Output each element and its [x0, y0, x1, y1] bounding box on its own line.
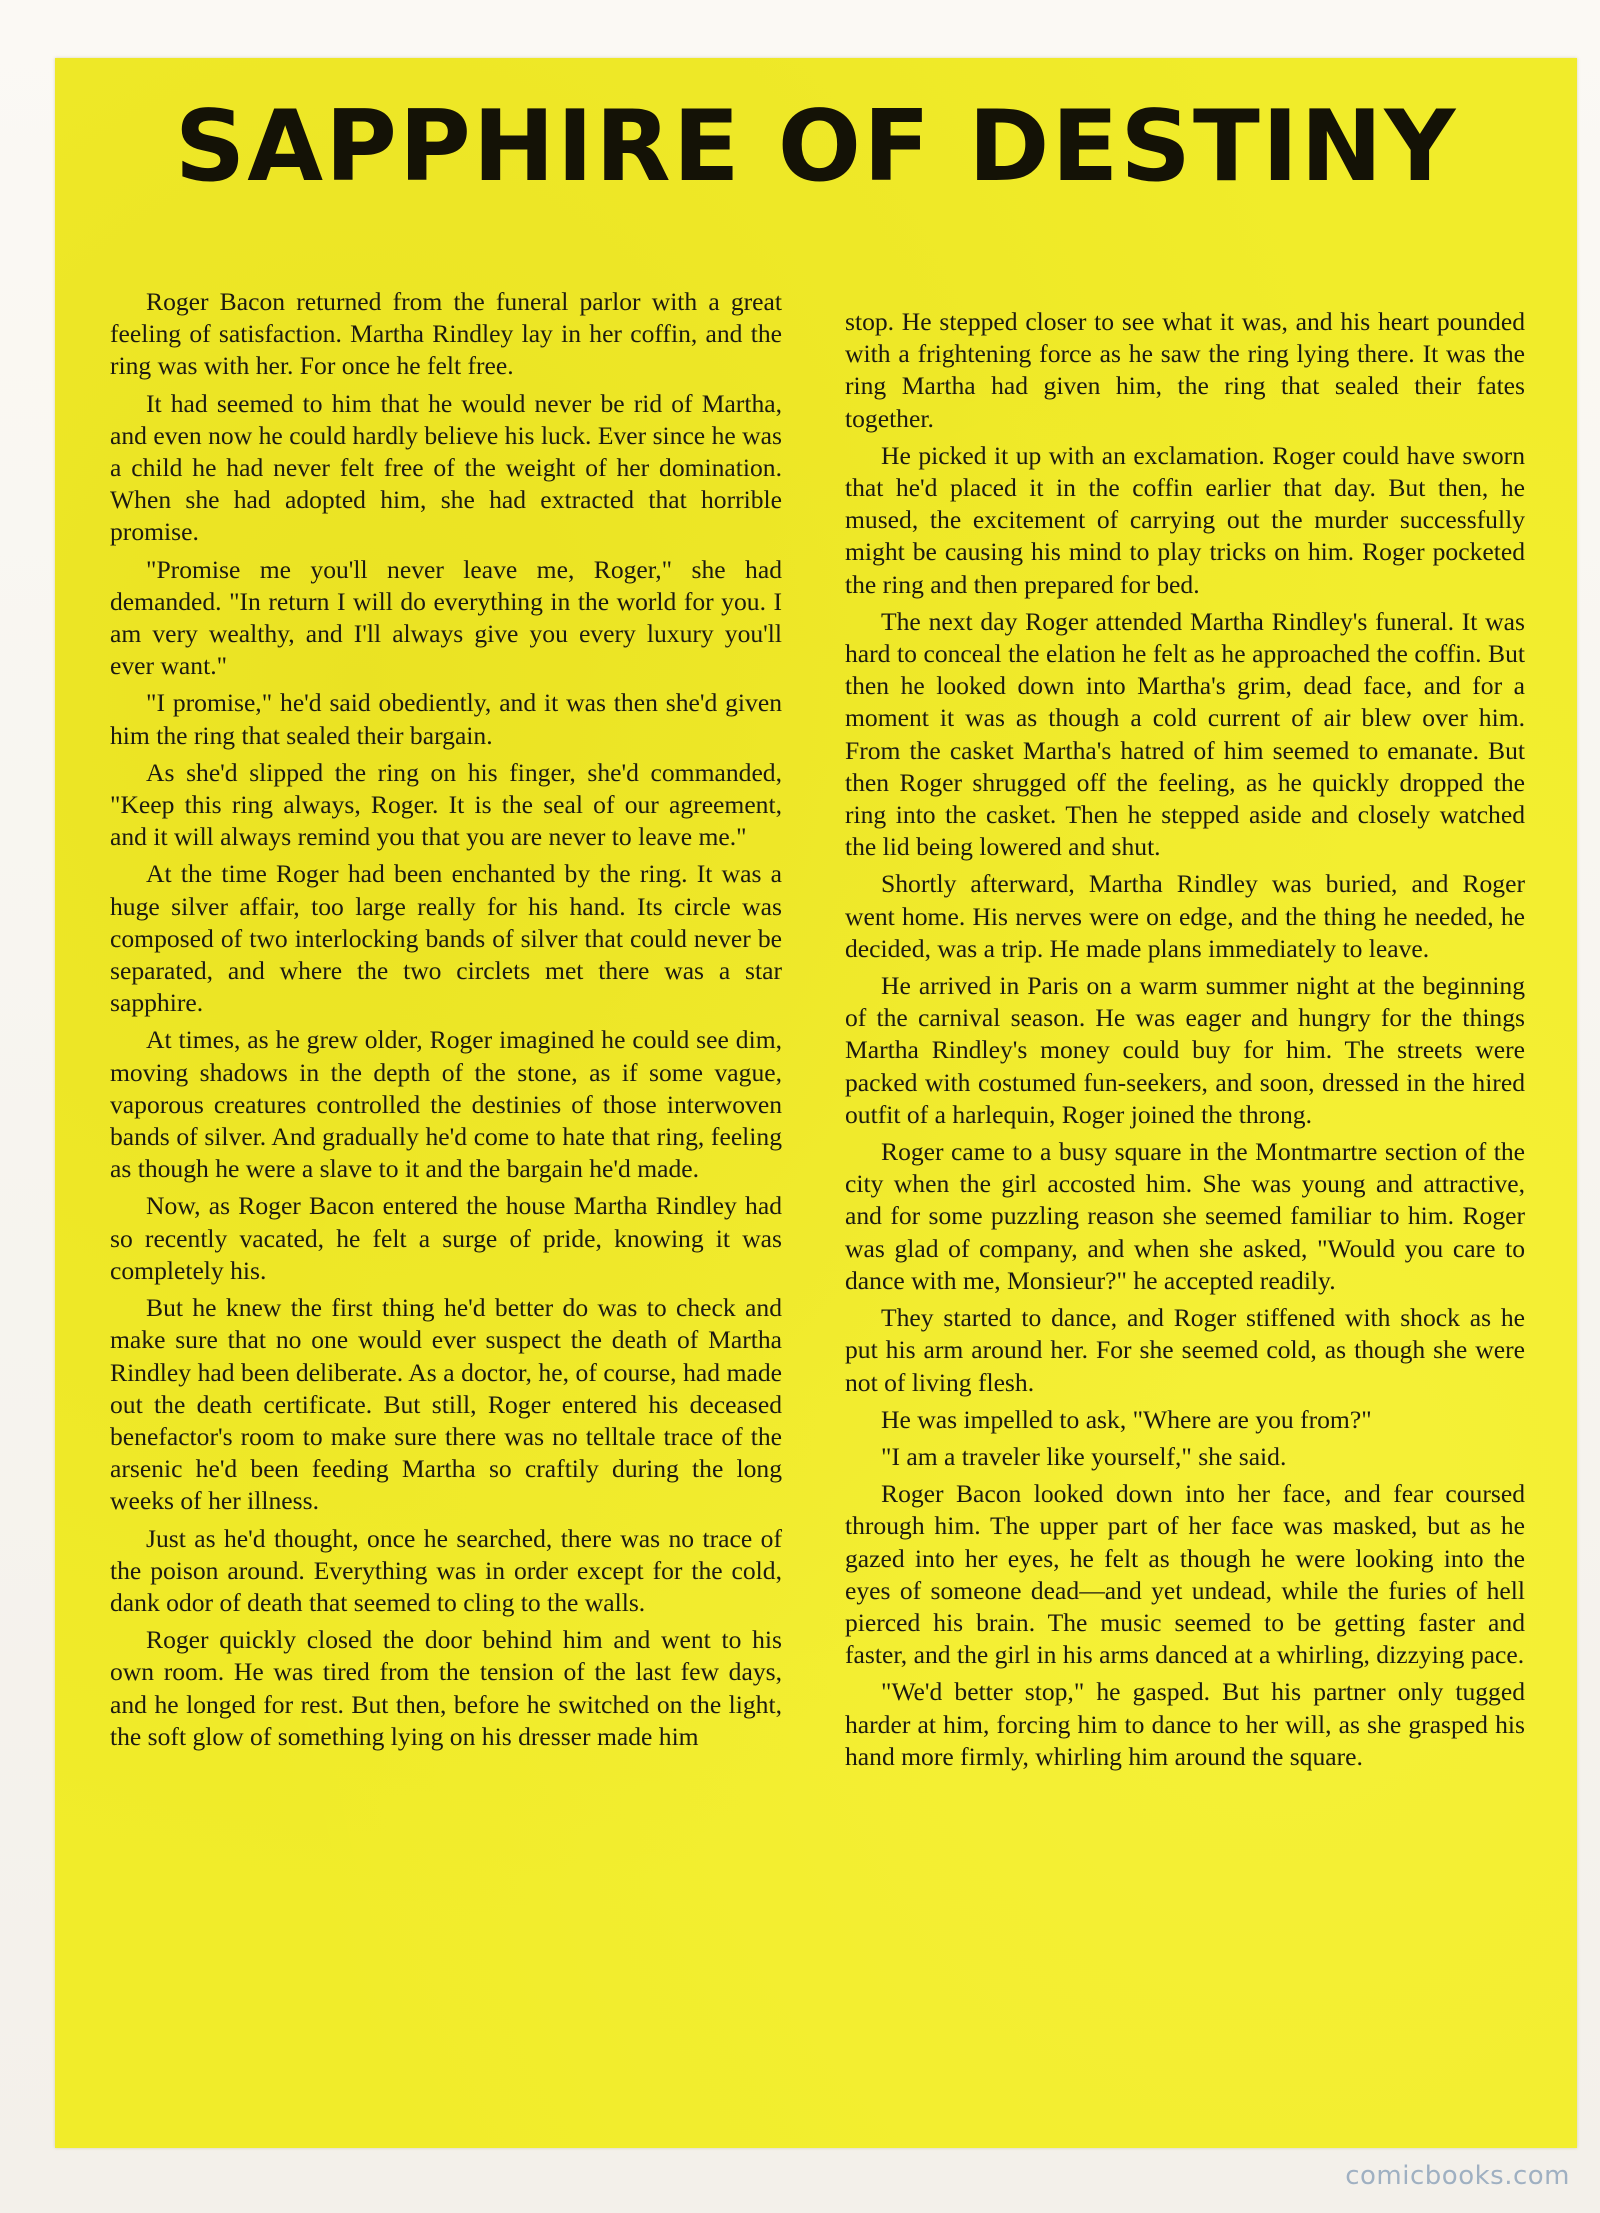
paragraph: "Promise me you'll never leave me, Roger," she had demanded. "In return I will do everything in the world for you. I am very wealthy, and I'll always give you every luxury you'll ever want.": [110, 554, 782, 681]
paragraph: Shortly afterward, Martha Rindley was buried, and Roger went home. His nerves were on edge, and the thing he needed, he decided, was a trip. He made plans immediately to leave.: [845, 869, 1525, 963]
paragraph: He was impelled to ask, "Where are you from?": [881, 1404, 1372, 1434]
paragraph: Just as he'd thought, once he searched, there was no trace of the poison around. Everything was in order except for the cold, dank odor of death that seemed to cling to the walls.: [110, 1523, 782, 1617]
paragraph: He picked it up with an exclamation. Roger could have sworn that he'd placed it in the coffin earlier that day. But then, he mused, the excitement of carrying out the murder successfully might be causing his mind to play tricks on him. Roger pocketed the ring and then prepared for bed.: [845, 440, 1525, 599]
paragraph: But he knew the first thing he'd better do was to check and make sure that no one would ever suspect the death of Martha Rindley had been deliberate. As a doctor, he, of course, had made out the death certificate. But still, Roger entered his deceased benefactor's room to make sure there was no telltale trace of the arsenic he'd been feeding Martha so craftily during the long weeks of her illness.: [110, 1293, 782, 1516]
paragraph: "We'd better stop," he gasped. But his partner only tugged harder at him, forcing him to dance to her will, as she grasped his hand more firmly, whirling him around the square.: [845, 1677, 1525, 1771]
paragraph: At times, as he grew older, Roger imagined he could see dim, moving shadows in the depth of the stone, as if some vague, vaporous creatures controlled the destinies of those interwoven bands of silver. And gradually he'd come to hate that ring, feeling as though he were a slave to it and the bargain he'd made.: [110, 1025, 782, 1184]
paragraph: Now, as Roger Bacon entered the house Martha Rindley had so recently vacated, he felt a surge of pride, knowing it was completely his.: [110, 1191, 782, 1285]
paragraph: "I promise," he'd said obediently, and it was then she'd given him the ring that sealed their bargain.: [110, 688, 782, 750]
paragraph: At the time Roger had been enchanted by the ring. It was a huge silver affair, too large really for his hand. Its circle was composed of two interlocking bands of silver that could never be separated, and where the two circlets met there was a star sapphire.: [110, 859, 782, 1018]
paragraph: It had seemed to him that he would never be rid of Martha, and even now he could hardly believe his luck. Ever since he was a child he had never felt free of the weight of her domination. When she had adopted him, she had extracted that horrible promise.: [110, 388, 782, 547]
paragraph: Roger came to a busy square in the Montmartre section of the city when the girl accosted him. She was young and attractive, and for some puzzling reason she seemed familiar to him. Roger was glad of company, and when she asked, "Would you care to dance with me, Monsieur?" he accepted readily.: [845, 1137, 1525, 1295]
paragraph: They started to dance, and Roger stiffened with shock as he put his arm around her. For she seemed cold, as though she were not of living flesh.: [845, 1303, 1525, 1397]
right-text-column: [845, 306, 1525, 1778]
paragraph: He arrived in Paris on a warm summer night at the beginning of the carnival season. He was eager and hungry for the things Martha Rindley's money could buy for him. The streets were packed with costumed fun-seekers, and soon, dressed in the hired outfit of a harlequin, Roger joined the throng.: [845, 971, 1525, 1129]
story-panel: [55, 58, 1577, 2148]
site-watermark: comicbooks.com: [1345, 2161, 1570, 2191]
paragraph: As she'd slipped the ring on his finger, she'd commanded, "Keep this ring always, Roger. It is the seal of our agreement, and it will always remind you that you are never to leave me.": [110, 757, 782, 852]
paragraph: "I am a traveler like yourself," she said.: [881, 1441, 1287, 1471]
paragraph: Roger quickly closed the door behind him and went to his own room. He was tired from the tension of the last few days, and he longed for rest. But then, before he switched on the light, the soft glow of something lying on his dresser made him: [110, 1625, 782, 1751]
paragraph: Roger Bacon returned from the funeral parlor with a great feeling of satisfaction. Martha Rindley lay in her coffin, and the ring was with her. For once he felt free.: [110, 287, 782, 381]
left-text-column: [110, 286, 782, 1758]
paragraph: Roger Bacon looked down into her face, and fear coursed through him. The upper part of her face was masked, but as he gazed into her eyes, he felt as though he were looking into the eyes of someone dead—and yet undead, while the furies of hell pierced his brain. The music seemed to be getting faster and faster, and the girl in his arms danced at a whirling, dizzying pace.: [845, 1479, 1525, 1670]
paragraph: The next day Roger attended Martha Rindley's funeral. It was hard to conceal the elation he felt as he approached the coffin. But then he looked down into Martha's grim, dead face, and for a moment it was as though a cold current of air blew over him. From the casket Martha's hatred of him seemed to emanate. But then Roger shrugged off the feeling, as he quickly dropped the ring into the casket. Then he stepped aside and closely watched the lid being lowered and shut.: [845, 606, 1525, 862]
paragraph: stop. He stepped closer to see what it was, and his heart pounded with a frightening force as he saw the ring lying there. It was the ring Martha had given him, the ring that sealed their fates together.: [845, 307, 1525, 433]
story-title: SAPPHIRE OF DESTINY: [174, 90, 1458, 204]
